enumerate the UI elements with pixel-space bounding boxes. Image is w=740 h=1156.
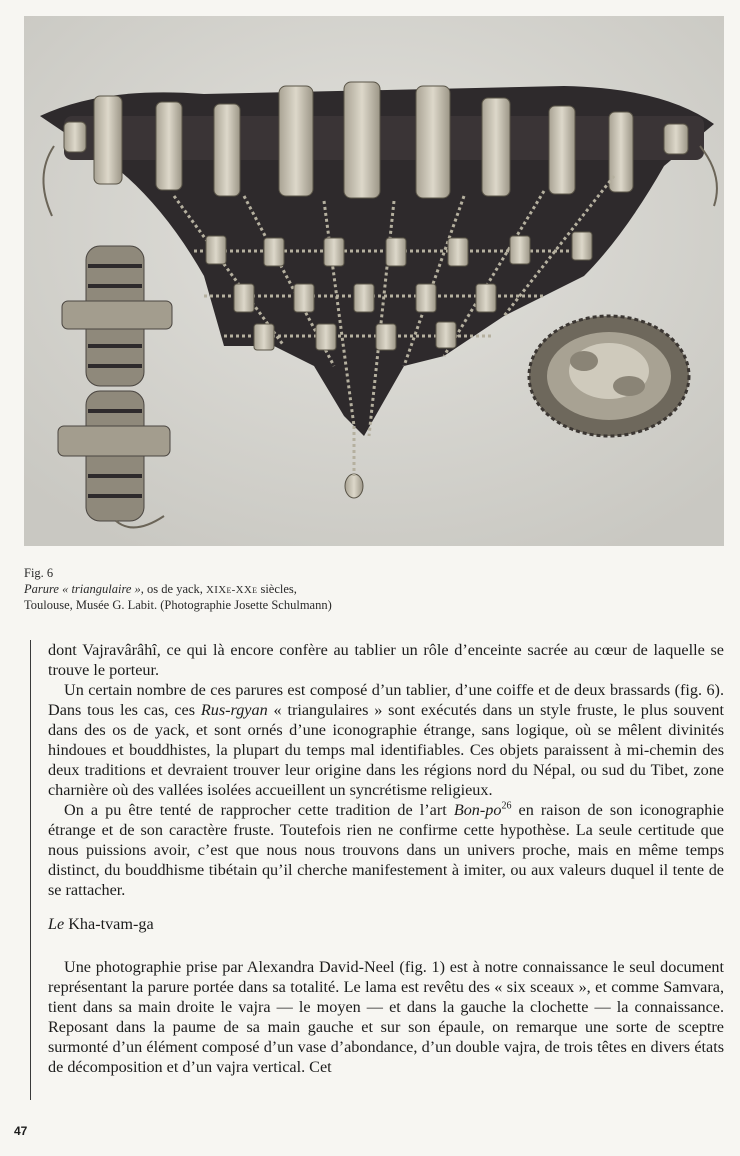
paragraph-1: dont Vajravârâhî, ce qui là encore confère au tablier un rôle d’enceinte sacrée au cœur de laquelle se trouve le porteur. — [48, 641, 724, 679]
figure-caption — [24, 566, 524, 614]
term-bon-po: Bon-po — [453, 801, 502, 819]
body-text — [48, 640, 724, 900]
footnote-ref[interactable]: 26 — [501, 800, 512, 812]
term-rus-rgyan: Rus-rgyan — [200, 701, 268, 719]
figure-label: Fig. 6 — [24, 566, 54, 580]
caption-line-2: Toulouse, Musée G. Labit. (Photographie Josette Schulmann) — [24, 598, 332, 612]
caption-centuries-suffix: siècles, — [257, 581, 297, 596]
paragraph-2 — [48, 680, 724, 800]
paragraph-3 — [48, 800, 724, 900]
section-heading-title: Kha-tvam-ga — [64, 915, 154, 933]
margin-rule — [30, 640, 31, 1100]
page-number: 47 — [14, 1124, 28, 1138]
caption-material: , os de yack, — [140, 581, 207, 596]
caption-line-1 — [24, 582, 524, 599]
paragraph-3-end: en raison de son iconographie étrange et de son caractère fruste. Toutefois rien ne confirme cette hypothèse. La seule certitude que nous puissions avoir, c’est que nous nous trouvons dans un univers proche, mais en même temps distinct, du bouddhisme tibétain qu’il cherche manifestement à imiter, ou aux valeurs duquel il tente de se rattacher. — [48, 801, 724, 899]
paragraph-4: Une photographie prise par Alexandra David-Neel (fig. 1) est à notre connaissance le seul document représentant la parure portée dans sa totalité. Le lama est revêtu des « six sceaux », et comme Samvara, tient dans sa main droite le vajra — le moyen — et dans la gauche la clochette — la connaissance. Reposant dans la paume de sa main gauche et sur son épaule, on remarque une sorte de sceptre surmonté d’un élément composé d’un vase d’abondance, d’un double vajra, de trois têtes en divers états de décomposition et d’un vajra vertical. Cet — [48, 958, 724, 1076]
ornament-photo-icon — [24, 16, 724, 546]
section-heading — [48, 915, 154, 934]
paragraph-3-start: On a pu être tenté de rapprocher cette tradition de l’art — [64, 801, 454, 819]
caption-title: Parure « triangulaire » — [24, 581, 141, 596]
caption-centuries: XIXe-XXe — [206, 583, 258, 596]
section-heading-article: Le — [48, 915, 65, 933]
section-body — [48, 958, 724, 1077]
figure-photo — [24, 16, 724, 546]
paragraph-2-end: « triangulaires » sont exécutés dans un style fruste, le plus souvent dans des os de yack, et sont ornés d’une iconographie étrange, sans logique, où se mêlent divinités hindoues et bouddhistes, la plupart du temps mal identifiables. Ces objets paraissent à mi-chemin des deux traditions et devraient trouver leur origine dans les régions nord du Népal, ou sud du Tibet, zone charnière où des vallées isolées accueillent un syncrétisme religieux. — [48, 701, 724, 799]
paragraph-2-start: Un certain nombre de ces parures est composé d’un tablier, d’une coiffe et de deux brassards (fig. 6). Dans tous les cas, ces — [48, 681, 724, 719]
